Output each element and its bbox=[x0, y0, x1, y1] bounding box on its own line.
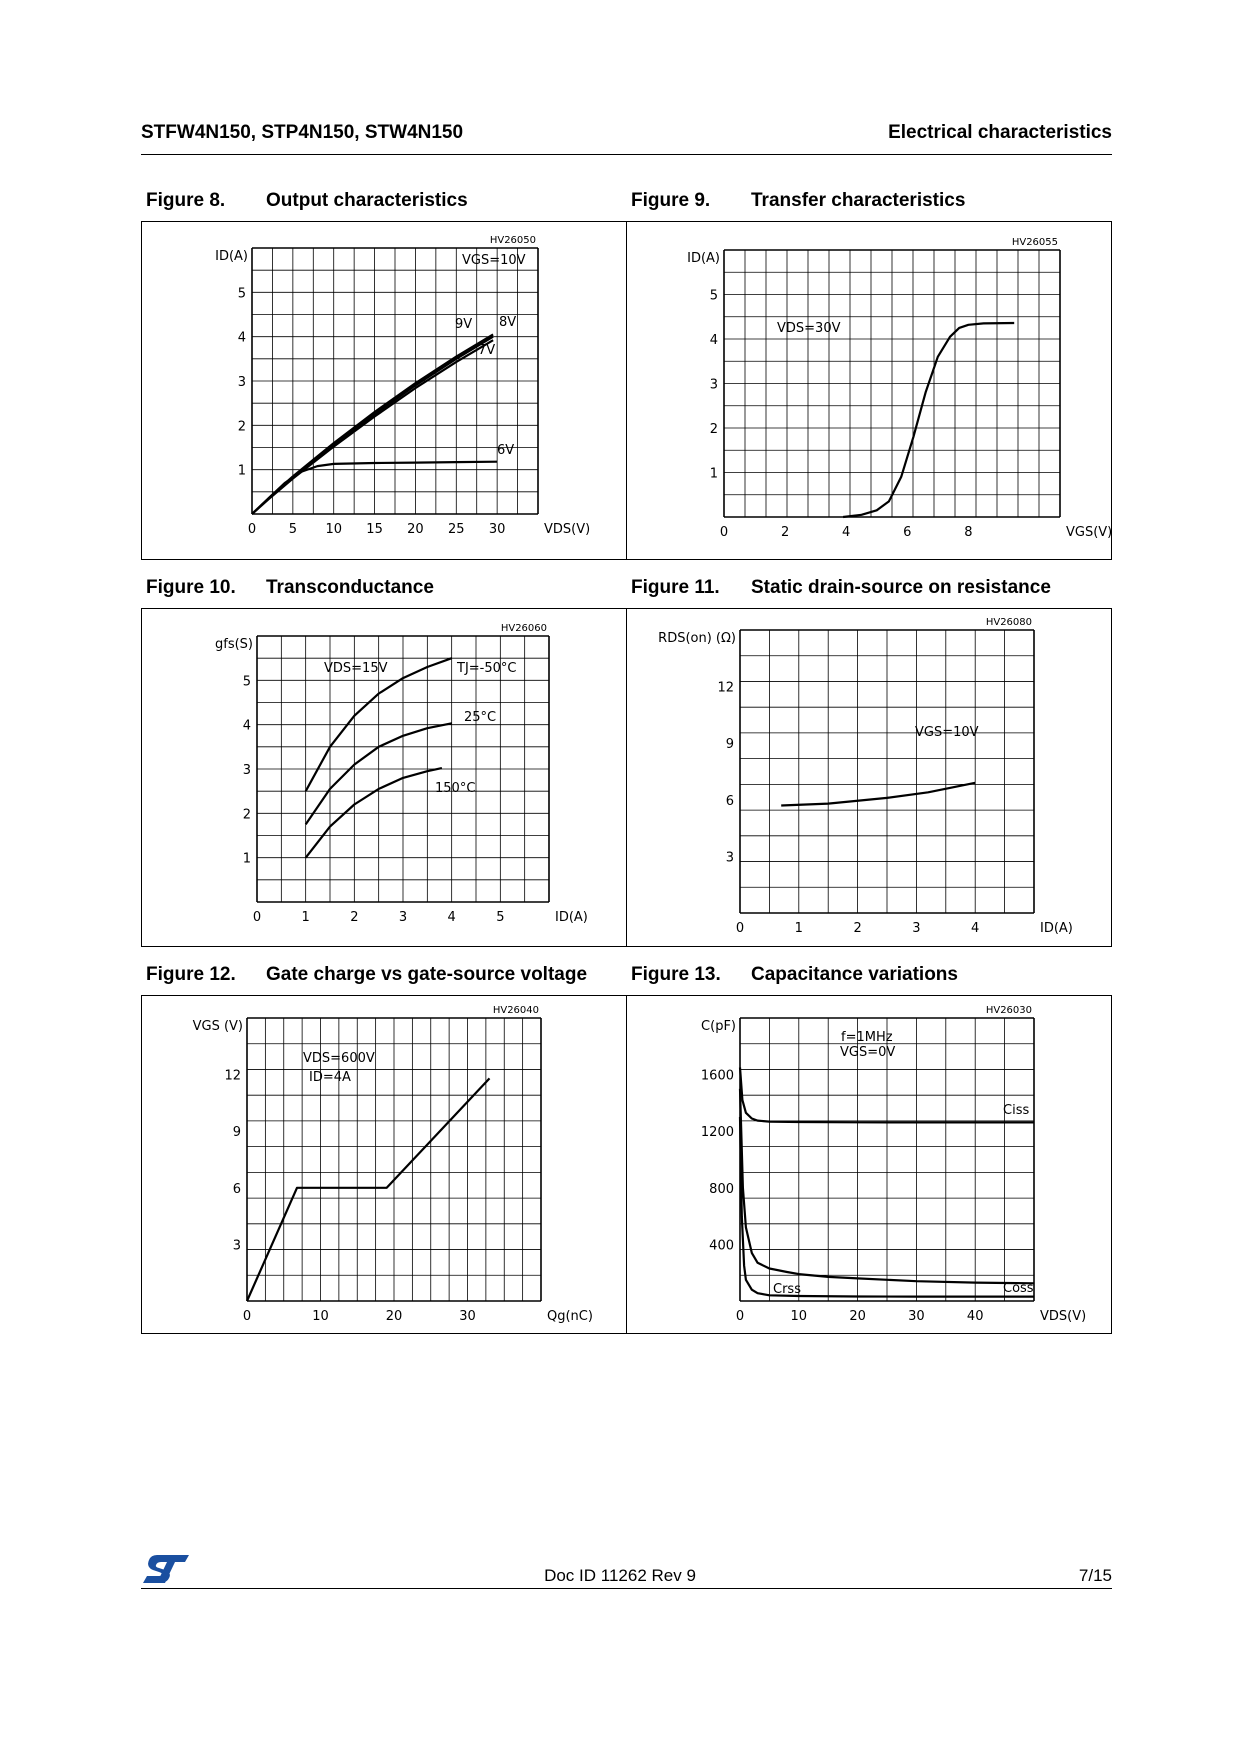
x-tick-label: 2 bbox=[780, 525, 790, 540]
y-tick-label: 1200 bbox=[700, 1125, 734, 1141]
x-axis-label: VDS(V) bbox=[544, 522, 591, 537]
y-tick-label: 12 bbox=[717, 680, 734, 696]
gate-charge-chart bbox=[142, 996, 628, 1335]
x-tick-label: 4 bbox=[447, 910, 456, 925]
x-axis-label: VGS(V) bbox=[1066, 525, 1113, 540]
series-label: 9V bbox=[455, 317, 473, 332]
figure-title: Output characteristics bbox=[266, 190, 468, 211]
x-tick-label: 0 bbox=[735, 921, 745, 936]
x-tick-label: 30 bbox=[459, 1309, 476, 1324]
output-characteristics-chart bbox=[142, 222, 628, 561]
y-tick-label: 400 bbox=[709, 1238, 734, 1254]
transconductance-chart bbox=[142, 609, 628, 948]
transfer-characteristics-chart bbox=[627, 222, 1113, 561]
series-label: 25°C bbox=[464, 710, 497, 725]
figure-number: Figure 10. bbox=[146, 577, 236, 598]
y-axis-label: RDS(on) (Ω) bbox=[658, 631, 736, 646]
x-tick-label: 15 bbox=[366, 522, 383, 537]
x-tick-label: 4 bbox=[971, 921, 980, 936]
page-number: 7/15 bbox=[1078, 1566, 1112, 1585]
series-label: 6V bbox=[497, 443, 515, 458]
on-resistance-chart bbox=[627, 609, 1113, 948]
figure-number: Figure 13. bbox=[631, 964, 721, 985]
chart-panel-transfer bbox=[626, 221, 1112, 560]
x-tick-label: 20 bbox=[849, 1309, 866, 1324]
x-tick-label: 10 bbox=[325, 522, 342, 537]
y-tick-label: 4 bbox=[237, 330, 246, 346]
y-tick-label: 9 bbox=[232, 1125, 241, 1141]
y-axis-label: ID(A) bbox=[215, 249, 248, 264]
x-tick-label: 25 bbox=[448, 522, 465, 537]
y-tick-label: 3 bbox=[725, 850, 734, 866]
x-tick-label: 3 bbox=[398, 910, 408, 925]
x-tick-label: 10 bbox=[790, 1309, 808, 1324]
y-tick-label: 4 bbox=[709, 333, 718, 348]
chart-annotation: VGS=0V bbox=[840, 1045, 896, 1060]
x-tick-label: 20 bbox=[407, 522, 424, 537]
figure-title: Gate charge vs gate-source voltage bbox=[266, 964, 588, 985]
series-label: Crss bbox=[773, 1282, 801, 1297]
figure-11-caption bbox=[631, 577, 1051, 599]
figure-number: Figure 12. bbox=[146, 964, 236, 985]
y-tick-label: 1600 bbox=[700, 1068, 734, 1084]
y-tick-label: 5 bbox=[242, 674, 251, 690]
series-line bbox=[843, 323, 1014, 517]
footer-rule bbox=[141, 1588, 1112, 1589]
figure-9-caption bbox=[631, 190, 965, 212]
y-tick-label: 3 bbox=[232, 1238, 241, 1254]
chart-annotation: VDS=15V bbox=[324, 661, 388, 676]
figure-title: Transconductance bbox=[266, 577, 434, 598]
figure-number: Figure 9. bbox=[631, 190, 711, 211]
y-axis-label: gfs(S) bbox=[215, 637, 253, 652]
y-tick-label: 9 bbox=[725, 737, 734, 753]
x-tick-label: 30 bbox=[488, 522, 506, 537]
series-label: 7V bbox=[478, 343, 496, 358]
y-tick-label: 2 bbox=[237, 419, 246, 435]
y-tick-label: 5 bbox=[709, 288, 718, 304]
x-tick-label: 1 bbox=[794, 921, 803, 936]
x-tick-label: 1 bbox=[301, 910, 310, 925]
figure-10-caption bbox=[146, 577, 434, 599]
figure-12-caption bbox=[146, 964, 587, 986]
x-tick-label: 0 bbox=[719, 525, 729, 540]
y-tick-label: 6 bbox=[725, 793, 734, 809]
chart-panel-output bbox=[141, 221, 627, 560]
x-tick-label: 4 bbox=[842, 525, 851, 540]
x-axis-label: VDS(V) bbox=[1040, 1309, 1087, 1324]
y-tick-label: 4 bbox=[242, 718, 251, 734]
chart-panel-gate-charge bbox=[141, 995, 627, 1334]
x-tick-label: 30 bbox=[908, 1309, 925, 1324]
y-tick-label: 6 bbox=[232, 1181, 241, 1197]
x-tick-label: 8 bbox=[964, 525, 973, 540]
chart-annotation: ID=4A bbox=[309, 1070, 351, 1085]
y-tick-label: 3 bbox=[242, 763, 251, 778]
series-label: 8V bbox=[499, 315, 517, 330]
x-tick-label: 2 bbox=[350, 910, 359, 925]
series-line bbox=[252, 340, 496, 514]
section-title: Electrical characteristics bbox=[888, 122, 1112, 143]
series-label: Coss bbox=[1003, 1281, 1034, 1296]
series-label: 150°C bbox=[435, 781, 476, 796]
chart-code: HV26055 bbox=[1011, 237, 1058, 248]
figure-title: Transfer characteristics bbox=[751, 190, 966, 211]
x-tick-label: 5 bbox=[288, 522, 297, 537]
x-axis-label: Qg(nC) bbox=[547, 1309, 593, 1324]
chart-code: HV26080 bbox=[985, 617, 1032, 628]
x-tick-label: 5 bbox=[496, 910, 505, 925]
figure-title: Capacitance variations bbox=[751, 964, 958, 985]
header-rule bbox=[141, 154, 1112, 155]
y-tick-label: 5 bbox=[237, 286, 246, 302]
chart-code: HV26060 bbox=[500, 623, 547, 634]
figure-number: Figure 11. bbox=[631, 577, 720, 598]
x-tick-label: 10 bbox=[312, 1309, 329, 1324]
y-axis-label: C(pF) bbox=[701, 1019, 736, 1034]
chart-panel-capacitance bbox=[626, 995, 1112, 1334]
x-tick-label: 0 bbox=[247, 522, 257, 537]
y-axis-label: ID(A) bbox=[687, 251, 720, 266]
series-label: TJ=-50°C bbox=[457, 661, 517, 676]
series-label: Ciss bbox=[1003, 1103, 1030, 1118]
x-tick-label: 0 bbox=[252, 910, 262, 925]
series-line bbox=[306, 768, 442, 858]
y-tick-label: 1 bbox=[709, 466, 718, 482]
chart-code: HV26030 bbox=[985, 1005, 1032, 1016]
x-axis-label: ID(A) bbox=[1040, 921, 1073, 936]
figure-8-caption bbox=[146, 190, 468, 212]
x-tick-label: 20 bbox=[385, 1309, 403, 1324]
chart-panel-transconductance bbox=[141, 608, 627, 947]
y-tick-label: 3 bbox=[709, 377, 718, 393]
figure-number: Figure 8. bbox=[146, 190, 226, 211]
chart-annotation: VDS=30V bbox=[777, 321, 841, 336]
chart-annotation: VDS=600V bbox=[303, 1051, 375, 1066]
y-axis-label: VGS (V) bbox=[192, 1019, 243, 1034]
chart-annotation: VGS=10V bbox=[915, 725, 979, 740]
chart-panel-on-resistance bbox=[626, 608, 1112, 947]
y-tick-label: 1 bbox=[242, 851, 251, 867]
capacitance-chart bbox=[627, 996, 1113, 1335]
document-title: STFW4N150, STP4N150, STW4N150 bbox=[141, 122, 464, 143]
chart-code: HV26050 bbox=[489, 235, 536, 246]
chart-annotation: VGS=10V bbox=[462, 253, 526, 268]
doc-id: Doc ID 11262 Rev 9 bbox=[544, 1566, 696, 1585]
x-tick-label: 6 bbox=[903, 525, 912, 540]
x-tick-label: 40 bbox=[966, 1309, 984, 1324]
figure-title: Static drain-source on resistance bbox=[751, 577, 1051, 598]
chart-annotation: f=1MHz bbox=[841, 1030, 893, 1045]
y-tick-label: 2 bbox=[242, 807, 251, 823]
y-tick-label: 800 bbox=[709, 1181, 734, 1197]
y-tick-label: 12 bbox=[224, 1068, 241, 1084]
x-tick-label: 3 bbox=[912, 921, 921, 936]
y-tick-label: 3 bbox=[237, 375, 246, 390]
x-tick-label: 0 bbox=[735, 1309, 745, 1324]
x-tick-label: 2 bbox=[853, 921, 862, 936]
x-tick-label: 0 bbox=[242, 1309, 252, 1324]
y-tick-label: 2 bbox=[709, 422, 718, 437]
y-tick-label: 1 bbox=[237, 463, 246, 479]
chart-code: HV26040 bbox=[492, 1005, 539, 1016]
figure-13-caption bbox=[631, 964, 958, 986]
x-axis-label: ID(A) bbox=[555, 910, 588, 925]
